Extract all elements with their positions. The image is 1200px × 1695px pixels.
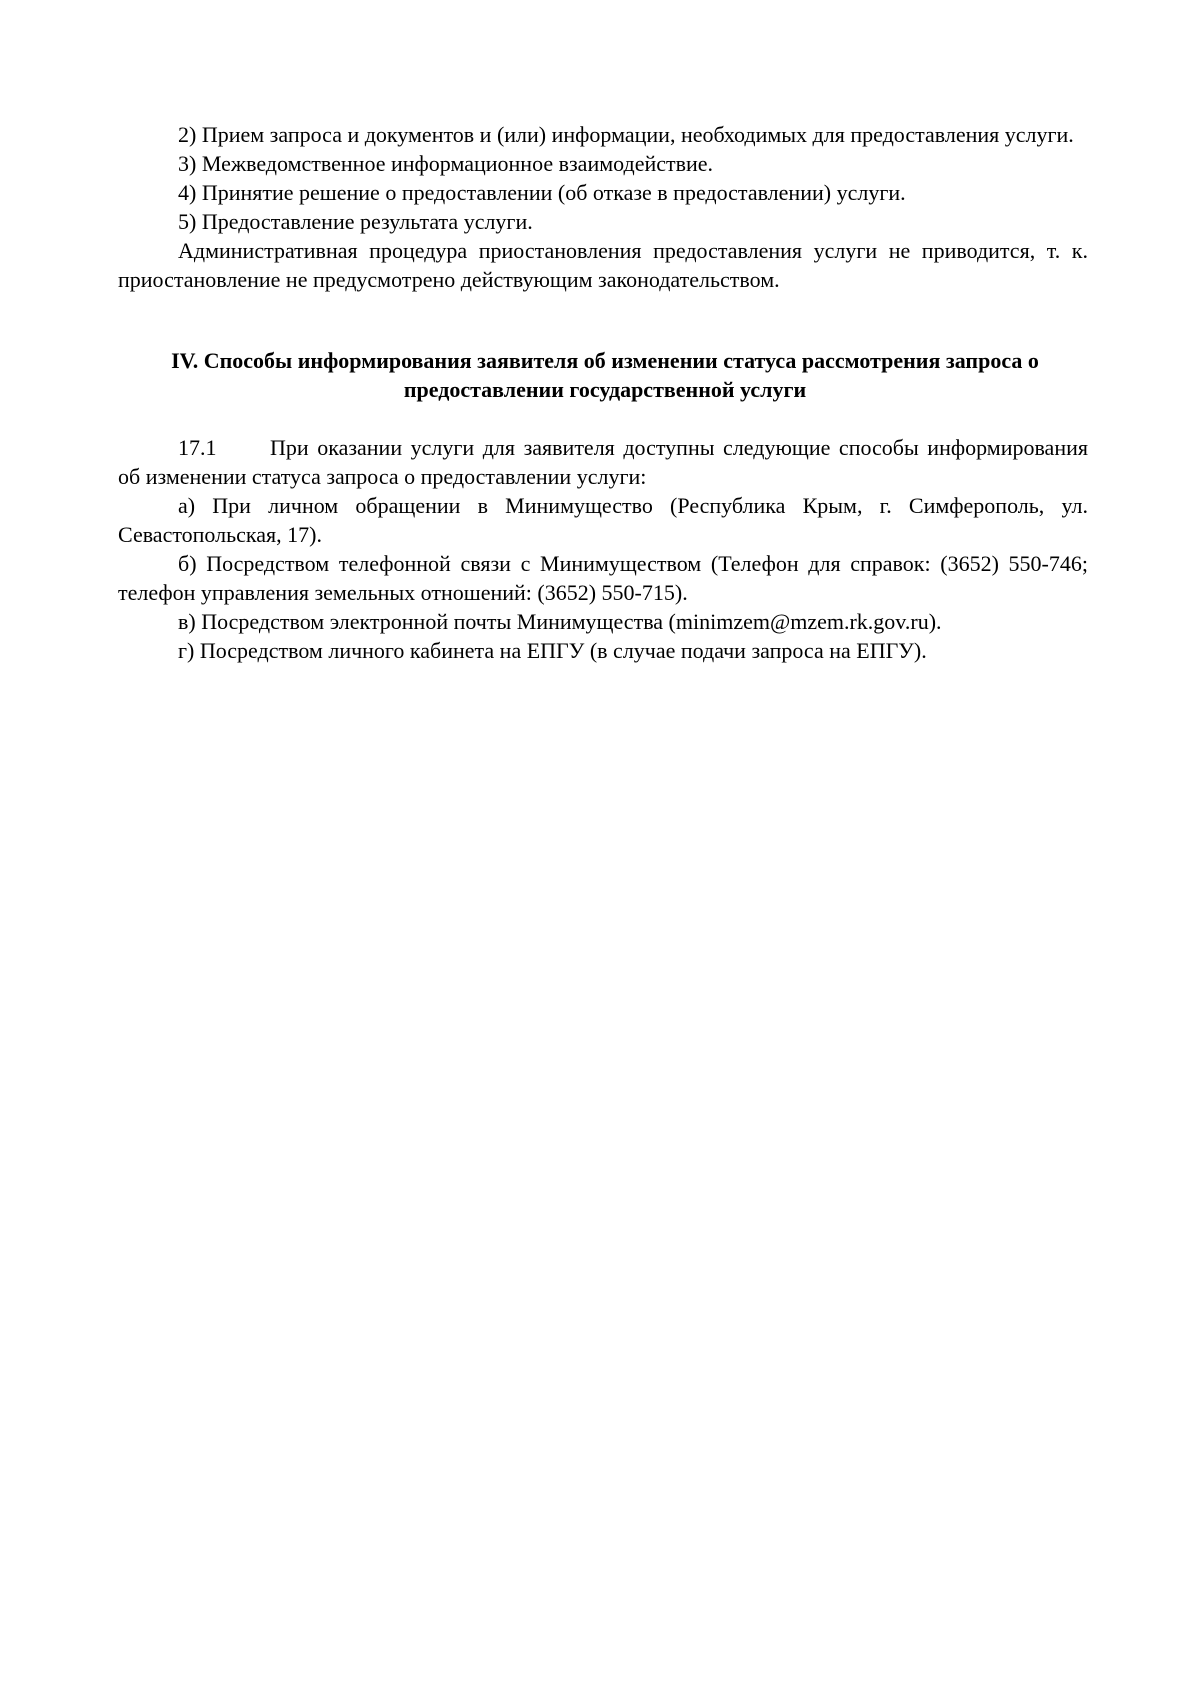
section-4-body [118, 433, 1088, 665]
paragraph-item-5: 5) Предоставление результата услуги. [178, 209, 533, 234]
section-3-list [118, 120, 1088, 294]
paragraph-17-1 [118, 433, 1088, 491]
point-number: 17.1 [178, 435, 217, 460]
point-text: При оказании услуги для заявителя доступны следующие способы информирования об изменении статуса запроса о предоставлении услуги: [118, 435, 1088, 489]
paragraph-item-3: 3) Межведомственное информационное взаимодействие. [178, 151, 714, 176]
section-4-heading: IV. Способы информирования заявителя об изменении статуса рассмотрения запроса о предоставлении государственной услуги [171, 348, 1039, 402]
paragraph-item-b: б) Посредством телефонной связи с Минимуществом (Телефон для справок: (3652) 550-746; телефон управления земельных отношений: (3652) 550-715). [118, 551, 1088, 605]
paragraph-item-g: г) Посредством личного кабинета на ЕПГУ (в случае подачи запроса на ЕПГУ). [178, 638, 927, 663]
paragraph-item-2: 2) Прием запроса и документов и (или) информации, необходимых для предоставления услуги. [178, 122, 1074, 147]
paragraph-suspension-note: Административная процедура приостановления предоставления услуги не приводится, т. к. приостановление не предусмотрено действующим законодательством. [118, 238, 1088, 292]
paragraph-item-4: 4) Принятие решение о предоставлении (об отказе в предоставлении) услуги. [178, 180, 906, 205]
paragraph-item-a: а) При личном обращении в Минимущество (Республика Крым, г. Симферополь, ул. Севастопольская, 17). [118, 493, 1088, 547]
paragraph-item-v: в) Посредством электронной почты Минимущества (minimzem@mzem.rk.gov.ru). [178, 609, 942, 634]
